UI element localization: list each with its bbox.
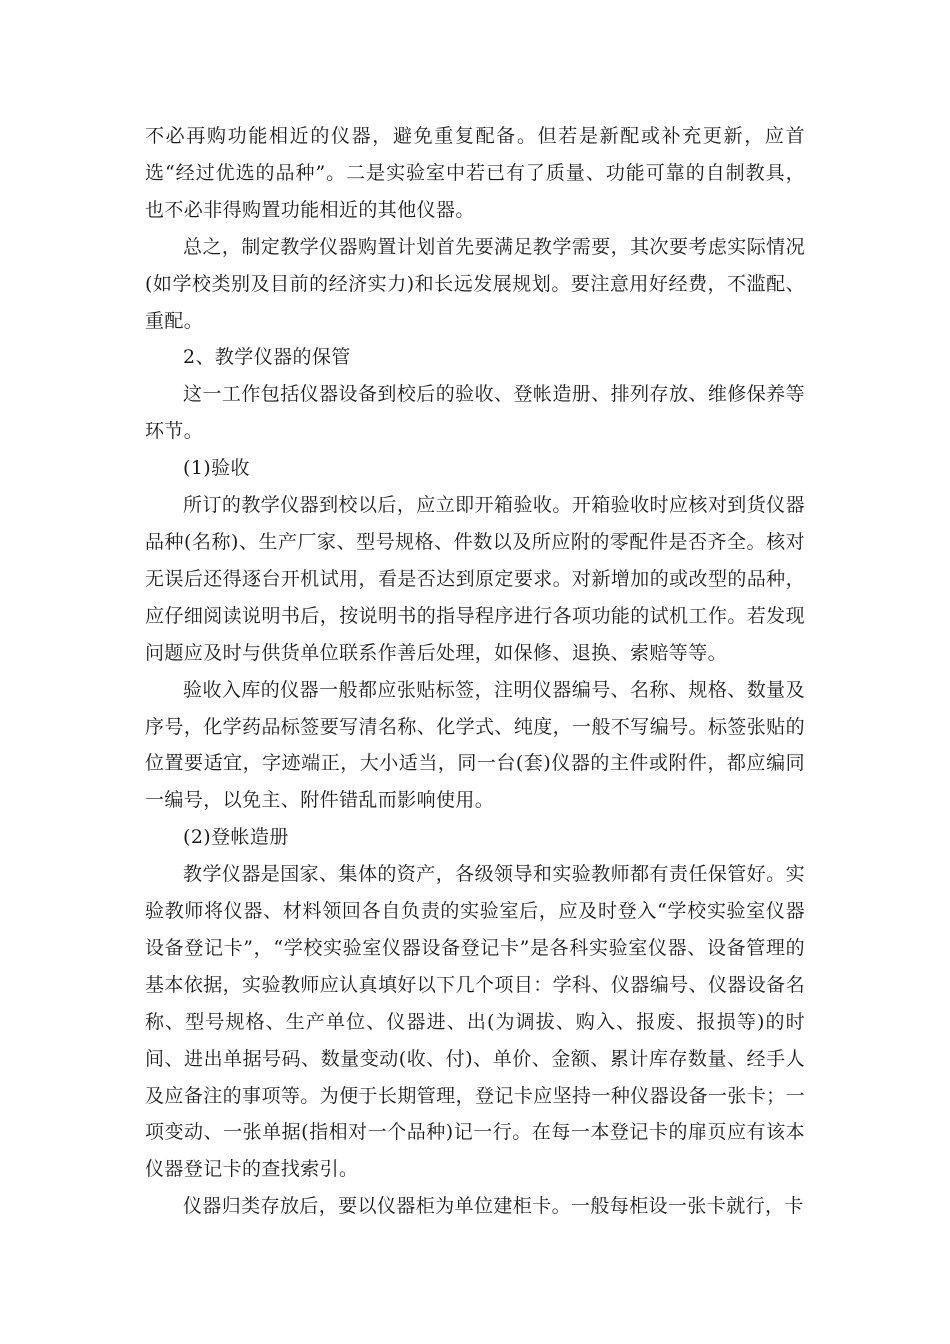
paragraph-labeling: 验收入库的仪器一般都应张贴标签，注明仪器编号、名称、规格、数量及序号，化学药品标签要写清名称、化学式、纯度，一般不写编号。标签张贴的位置要适宜，字迹端正，大小适当，同一台(套)仪器的主件或附件，都应编同一编号，以免主、附件错乱而影响使用。 [145,678,805,812]
paragraph-storage-intro: 这一工作包括仪器设备到校后的验收、登帐造册、排列存放、维修保养等环节。 [145,383,805,443]
paragraph-continuation: 不必再购功能相近的仪器，避免重复配备。但若是新配或补充更新，应首选“经过优选的品种”。二是实验室中若已有了质量、功能可靠的自制教具，也不必非得购置功能相近的其他仪器。 [145,125,805,221]
document-body [145,118,805,1225]
subheading-registration: (2)登帐造册 [183,826,289,849]
subheading-acceptance: (1)验收 [183,457,250,480]
paragraph-acceptance: 所订的教学仪器到校以后，应立即开箱验收。开箱验收时应核对到货仪器品种(名称)、生产厂家、型号规格、件数以及所应附的零配件是否齐全。核对无误后还得逐台开机试用，看是否达到原定要求。对新增加的或改型的品种，应仔细阅读说明书后，按说明书的指导程序进行各项功能的试机工作。若发现问题应及时与供货单位联系作善后处理，如保修、退换、索赔等等。 [145,494,805,664]
paragraph-summary: 总之，制定教学仪器购置计划首先要满足教学需要，其次要考虑实际情况(如学校类别及目前的经济实力)和长远发展规划。要注意用好经费，不滥配、重配。 [145,235,805,332]
paragraph-cabinet-card: 仪器归类存放后，要以仪器柜为单位建柜卡。一般每柜设一张卡就行，卡 [183,1195,804,1218]
paragraph-registration: 教学仪器是国家、集体的资产，各级领导和实验教师都有责任保管好。实验教师将仪器、材料领回各自负责的实验室后，应及时登入“学校实验室仪器设备登记卡”，“学校实验室仪器设备登记卡”是各科实验室仪器、设备管理的基本依据，实验教师应认真填好以下几个项目：学科、仪器编号、仪器设备名称、型号规格、生产单位、仪器进、出(为调拔、购入、报废、报损等)的时间、进出单据号码、数量变动(收、付)、单价、金额、累计库存数量、经手人及应备注的事项等。为便于长期管理，登记卡应坚持一种仪器设备一张卡；一项变动、一张单据(指相对一个品种)记一行。在每一本登记卡的扉页应有该本仪器登记卡的查找索引。 [145,863,805,1181]
section-heading-storage: 2、教学仪器的保管 [183,346,351,369]
